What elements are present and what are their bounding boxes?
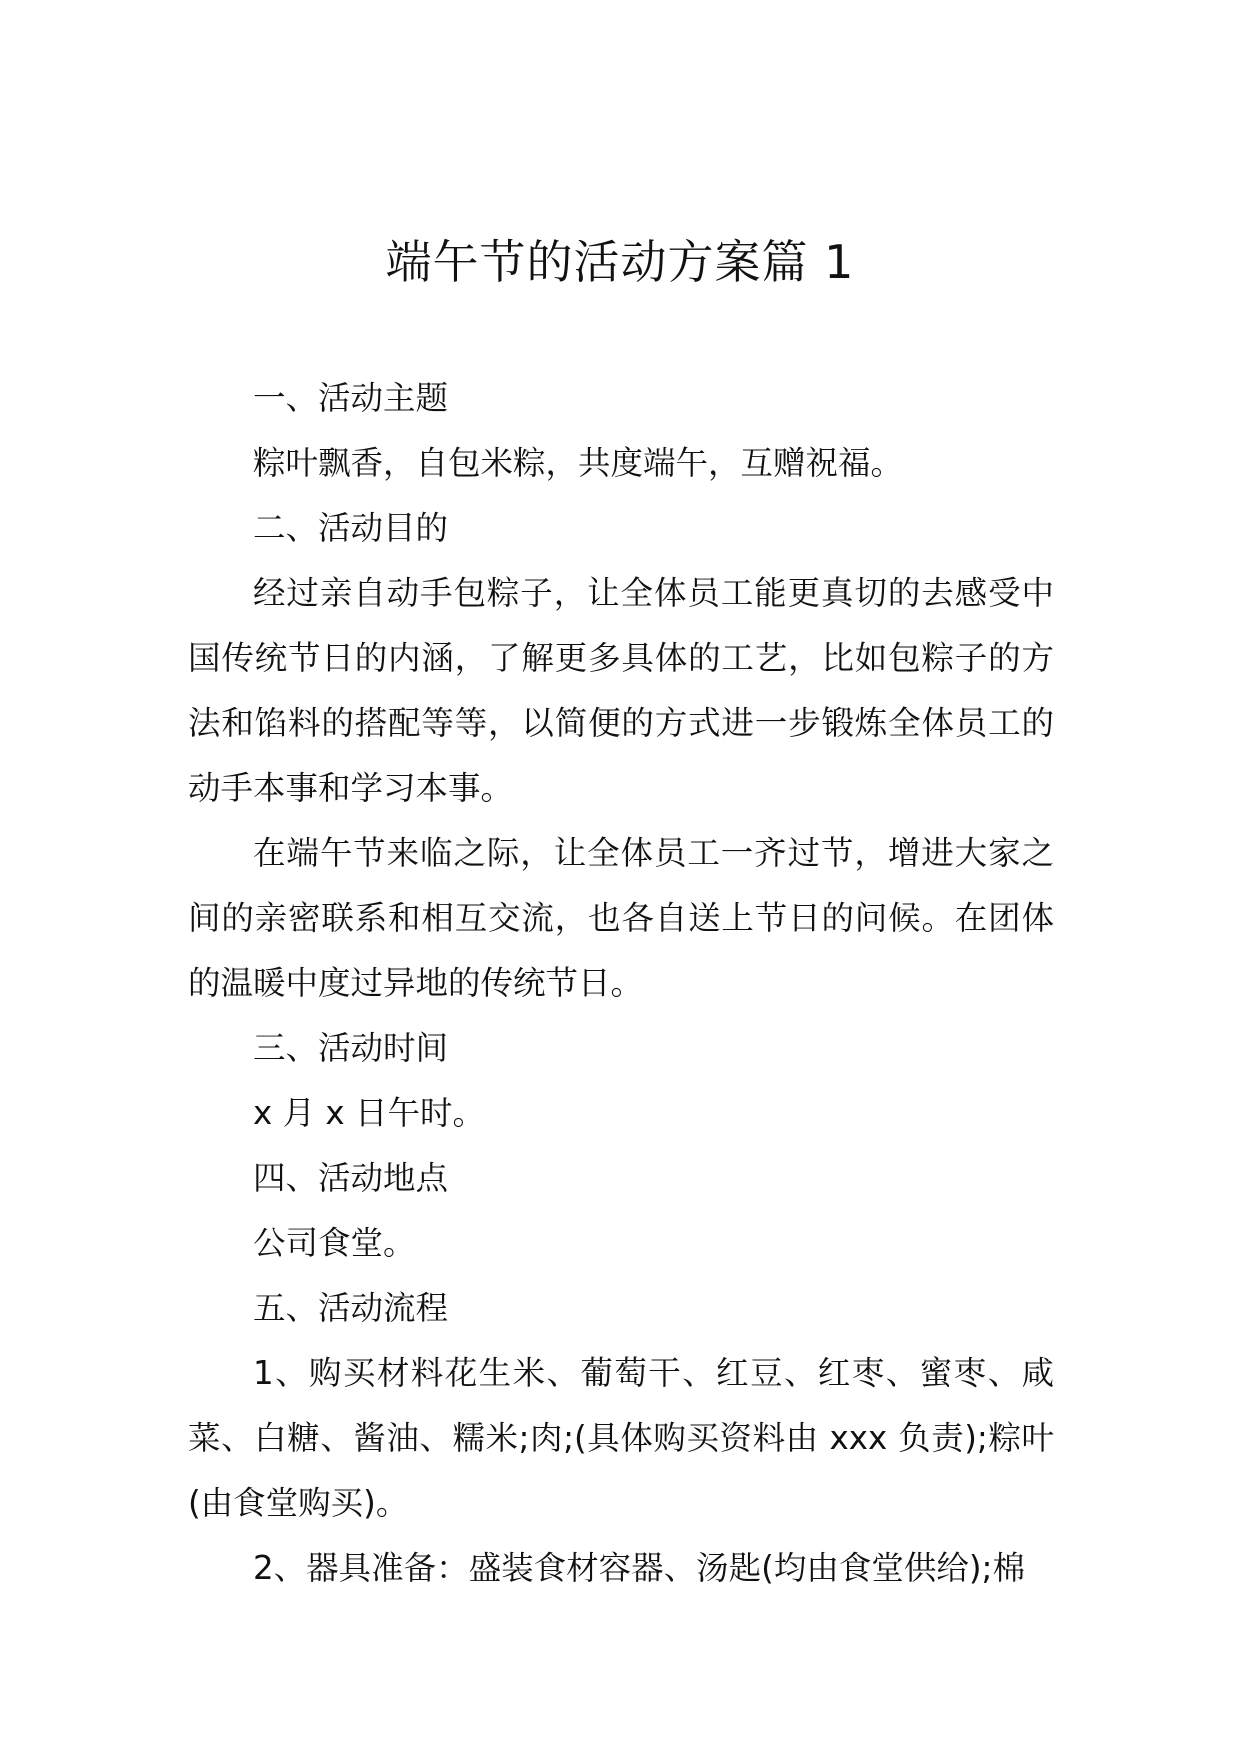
time-paragraph: x 月 x 日午时。 [253, 1094, 485, 1132]
process-step-1-paragraph: 1、购买材料花生米、葡萄干、红豆、红枣、蜜枣、咸菜、白糖、酱油、糯米;肉;(具体购买资料由 xxx 负责);粽叶(由食堂购买)。 [188, 1354, 1054, 1522]
section-heading-time: 三、活动时间 [253, 1029, 449, 1067]
section-heading-purpose: 二、活动目的 [253, 509, 449, 547]
theme-paragraph: 粽叶飘香，自包米粽，共度端午，互赠祝福。 [253, 444, 904, 482]
purpose-paragraph-1: 经过亲自动手包粽子，让全体员工能更真切的去感受中国传统节日的内涵，了解更多具体的工艺，比如包粽子的方法和馅料的搭配等等，以简便的方式进一步锻炼全体员工的动手本事和学习本事。 [188, 574, 1054, 807]
section-heading-process: 五、活动流程 [253, 1289, 449, 1327]
section-heading-location: 四、活动地点 [253, 1159, 449, 1197]
section-heading-theme: 一、活动主题 [253, 379, 449, 417]
process-step-2-paragraph: 2、器具准备：盛装食材容器、汤匙(均由食堂供给);棉 [253, 1549, 1025, 1587]
document-title: 端午节的活动方案篇 1 [385, 235, 855, 289]
location-paragraph: 公司食堂。 [253, 1224, 416, 1262]
purpose-paragraph-2: 在端午节来临之际，让全体员工一齐过节，增进大家之间的亲密联系和相互交流，也各自送上节日的问候。在团体的温暖中度过异地的传统节日。 [188, 834, 1054, 1002]
document-body [188, 366, 1054, 1601]
